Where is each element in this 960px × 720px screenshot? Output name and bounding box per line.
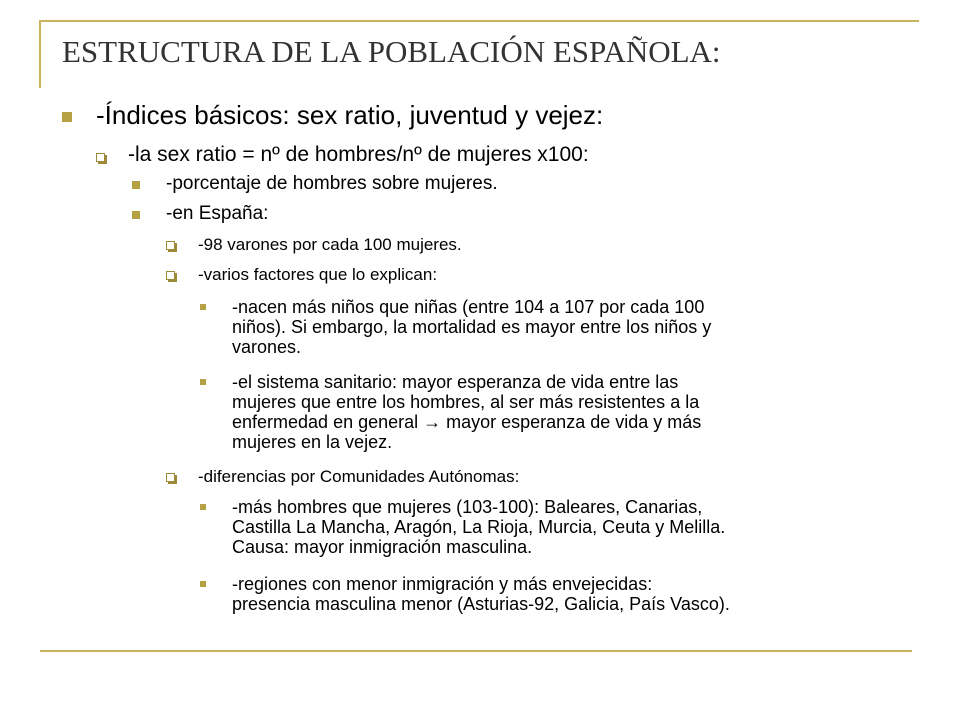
bullet-text-line: -el sistema sanitario: mayor esperanza de vida entre las	[232, 372, 679, 392]
bullet-text-line: enfermedad en general → mayor esperanza de vida y más	[232, 412, 702, 432]
square-bullet-icon	[200, 379, 206, 385]
title-accent-top-line	[39, 20, 919, 22]
bullet-text	[232, 497, 725, 557]
bullet-text-line: -nacen más niños que niñas (entre 104 a 107 por cada 100	[232, 297, 705, 317]
square-bullet-icon	[132, 181, 140, 189]
bullet-text-line: Castilla La Mancha, Aragón, La Rioja, Murcia, Ceuta y Melilla.	[232, 517, 726, 537]
hollow-square-bullet-icon	[166, 271, 175, 280]
square-bullet-icon	[132, 211, 140, 219]
bullet-text-line: mujeres que entre los hombres, al ser más resistentes a la	[232, 392, 700, 412]
hollow-square-bullet-icon	[96, 153, 105, 162]
bullet-text: -varios factores que lo explican:	[198, 265, 438, 284]
hollow-square-bullet-icon	[166, 241, 175, 250]
footer-divider-line	[40, 650, 912, 652]
bullet-text: -porcentaje de hombres sobre mujeres.	[166, 173, 498, 194]
square-bullet-icon	[200, 581, 206, 587]
bullet-text: -Índices básicos: sex ratio, juventud y vejez:	[96, 100, 604, 130]
bullet-text-line: Causa: mayor inmigración masculina.	[232, 537, 533, 557]
hollow-square-bullet-icon	[166, 473, 175, 482]
square-bullet-icon	[200, 504, 206, 510]
bullet-text-line: mujeres en la vejez.	[232, 432, 393, 452]
square-bullet-icon	[200, 304, 206, 310]
square-bullet-icon	[62, 112, 72, 122]
title-accent-vertical-line	[39, 20, 41, 88]
bullet-text: -diferencias por Comunidades Autónomas:	[198, 467, 520, 486]
bullet-text: -la sex ratio = nº de hombres/nº de mujeres x100:	[128, 143, 589, 166]
bullet-text	[232, 297, 711, 357]
bullet-text-line: -regiones con menor inmigración y más envejecidas:	[232, 574, 653, 594]
bullet-text: -en España:	[166, 203, 269, 224]
bullet-text-line: niños). Si embargo, la mortalidad es mayor entre los niños y	[232, 317, 712, 337]
bullet-text-line: presencia masculina menor (Asturias-92, Galicia, País Vasco).	[232, 594, 730, 614]
bullet-text-line: -más hombres que mujeres (103-100): Baleares, Canarias,	[232, 497, 703, 517]
bullet-text	[232, 372, 701, 452]
bullet-text-line: varones.	[232, 337, 302, 357]
bullet-text	[232, 574, 730, 614]
slide-title: ESTRUCTURA DE LA POBLACIÓN ESPAÑOLA:	[62, 34, 721, 69]
bullet-text: -98 varones por cada 100 mujeres.	[198, 235, 462, 254]
